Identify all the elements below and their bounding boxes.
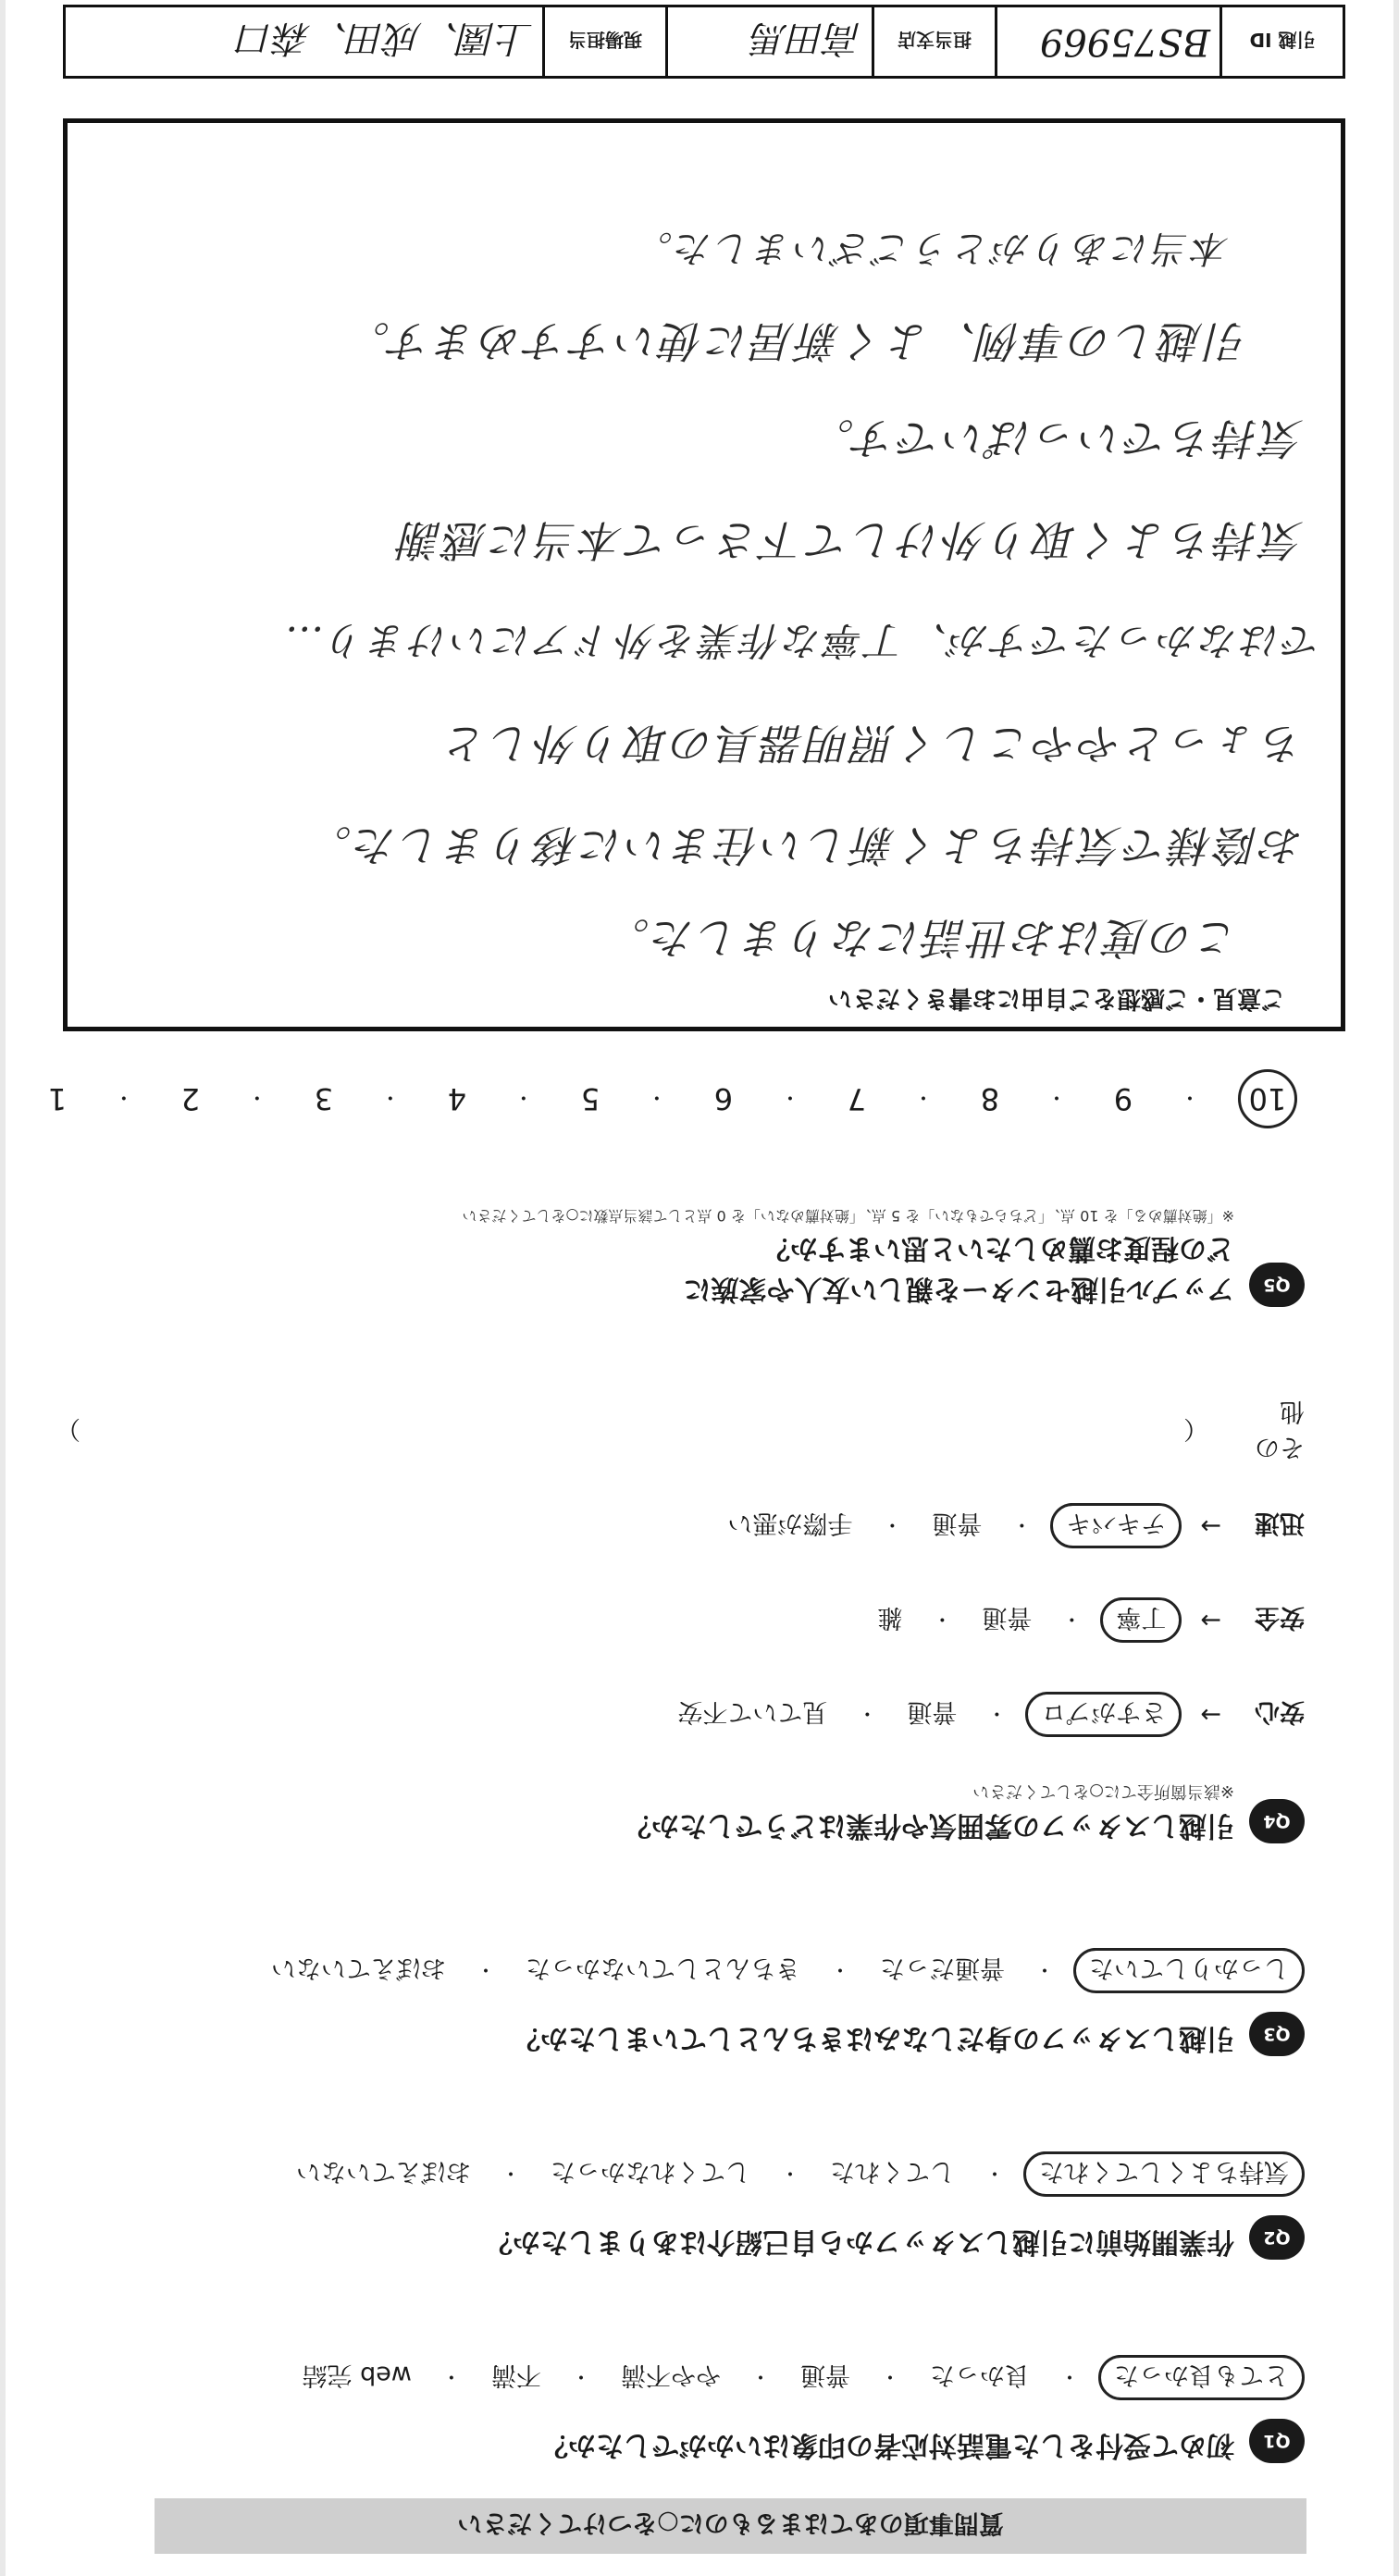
q4-badge: Q4 xyxy=(1249,1799,1305,1843)
separator: ・ xyxy=(779,2161,800,2184)
q1-badge: Q1 xyxy=(1249,2419,1305,2463)
separator: ・ xyxy=(749,2364,771,2387)
q2-option[interactable]: おぼえていない xyxy=(295,2157,471,2186)
q5-score[interactable]: 4 xyxy=(447,1081,467,1116)
arrow-icon: → xyxy=(1200,1700,1221,1730)
separator: ・ xyxy=(646,1085,667,1109)
q3-text: 引越しスタッフの身だしなみはきちんとしていましたか？ xyxy=(513,2022,1234,2054)
comments-box[interactable] xyxy=(63,118,1345,1031)
branch-label: 担当支店 xyxy=(873,6,997,78)
q4-option[interactable]: 普通 xyxy=(907,1697,958,1727)
q5-score[interactable]: 7 xyxy=(847,1081,867,1116)
q2-text: 作業開始前に引越しスタッフから自己紹介はありましたか？ xyxy=(485,2225,1234,2258)
q4-note: ※該当箇所全てに○をしてください xyxy=(972,1781,1234,1801)
q5-score[interactable]: 2 xyxy=(180,1081,201,1116)
scan-edge-right xyxy=(0,0,6,2576)
q1-options xyxy=(56,2355,1305,2400)
site-leader-value: 上園、成田、森口 xyxy=(65,6,544,78)
q4-option-selected[interactable]: テキパキ xyxy=(1050,1504,1182,1549)
staff-info-table xyxy=(63,5,1345,79)
q4-option[interactable]: 手際が悪い xyxy=(727,1509,853,1538)
comment-line: ちょっとややこしく照明器具の取り外しと xyxy=(442,719,1304,769)
q4-row-anzen xyxy=(56,1592,1305,1649)
q3-option[interactable]: おぼえていない xyxy=(270,1954,446,1982)
separator: ・ xyxy=(1046,1085,1067,1109)
q2-badge: Q2 xyxy=(1249,2215,1305,2260)
separator: ・ xyxy=(984,2161,1005,2184)
q4-option-selected[interactable]: さすがプロ xyxy=(1025,1693,1182,1738)
q1-text: 初めて受付をした電話対応者の印象はいかがでしたか？ xyxy=(540,2429,1234,2461)
q5-score[interactable]: 9 xyxy=(1113,1081,1133,1116)
separator: ・ xyxy=(379,1085,401,1109)
q4-option[interactable]: 見ていて不安 xyxy=(677,1697,828,1727)
arrow-icon: → xyxy=(1200,1606,1221,1635)
comments-title: ご意見・ご感想をご自由にお書きください xyxy=(827,984,1285,1012)
q5-score[interactable]: 3 xyxy=(314,1081,334,1116)
comment-line: お陰様で気持ちよく新しい住まいに移りました。 xyxy=(306,820,1304,870)
separator: ・ xyxy=(857,1701,878,1725)
q1-option[interactable]: 良かった xyxy=(929,2360,1030,2389)
q4-option[interactable]: 普通 xyxy=(982,1603,1033,1633)
q4-row-label: 安全 xyxy=(1255,1603,1305,1633)
q2-option[interactable]: してくれなかった xyxy=(550,2157,750,2186)
q4-other-label: その他 xyxy=(1255,1397,1305,1461)
separator: ・ xyxy=(513,1085,534,1109)
question-5 xyxy=(56,1206,1305,1309)
separator: ・ xyxy=(500,2161,521,2184)
q4-row-label: 迅速 xyxy=(1255,1509,1305,1538)
move-id-value: BS75969 xyxy=(997,6,1221,78)
q4-option[interactable]: 雑 xyxy=(877,1603,903,1633)
separator: ・ xyxy=(440,2364,462,2387)
q1-option[interactable]: 不満 xyxy=(490,2360,541,2389)
branch-value: 高田馬 xyxy=(667,6,873,78)
q3-option-selected[interactable]: しっかりしていた xyxy=(1073,1948,1305,1993)
comment-line: 本当にありがとうございました。 xyxy=(633,227,1230,269)
q5-text-line1: アップル引越センターを親しい友人や家族に xyxy=(683,1273,1234,1305)
q2-options xyxy=(56,2151,1305,2197)
scan-edge-left xyxy=(1393,0,1399,2576)
q2-option-selected[interactable]: 気持ちよくしてくれた xyxy=(1023,2151,1305,2197)
separator: ・ xyxy=(1061,1607,1083,1631)
q5-score[interactable]: 8 xyxy=(980,1081,1000,1116)
q5-note: ※「絶対薦める」を 10 点、「どちらでもない」を 5 点、「絶対薦めない」を 0 点として該当点数に○をしてください xyxy=(462,1207,1234,1225)
comment-line: ではなかったですが、丁寧な作業を外ドアにいけまり… xyxy=(282,618,1322,663)
separator: ・ xyxy=(1059,2364,1080,2387)
q1-option[interactable]: web 完結 xyxy=(302,2360,412,2389)
q4-row-other xyxy=(56,1397,1305,1461)
separator: ・ xyxy=(986,1701,1008,1725)
q4-row-anshin xyxy=(56,1686,1305,1744)
q4-row-label: 安心 xyxy=(1255,1697,1305,1727)
q5-score[interactable]: 5 xyxy=(580,1081,600,1116)
separator: ・ xyxy=(829,1957,850,1980)
q1-option-selected[interactable]: とても良かった xyxy=(1098,2355,1305,2400)
q5-score[interactable]: 6 xyxy=(713,1081,734,1116)
q5-badge: Q5 xyxy=(1249,1263,1305,1307)
separator: ・ xyxy=(882,1512,903,1536)
comment-line: 気持ちでいっぱいです。 xyxy=(809,413,1304,463)
q5-score-selected[interactable]: 10 xyxy=(1238,1069,1297,1128)
separator: ・ xyxy=(912,1085,934,1109)
q5-score[interactable]: 1 xyxy=(47,1081,68,1116)
comment-line: この度はお世話になりました。 xyxy=(604,913,1239,963)
move-id-label: 引越 ID xyxy=(1221,6,1344,78)
q1-option[interactable]: やや不満 xyxy=(620,2360,721,2389)
q3-option[interactable]: 普通だった xyxy=(879,1954,1005,1982)
separator: ・ xyxy=(1034,1957,1055,1980)
separator: ・ xyxy=(779,1085,800,1109)
separator: ・ xyxy=(1011,1512,1033,1536)
q4-option[interactable]: 普通 xyxy=(932,1509,983,1538)
q4-other-open: （ xyxy=(1183,1414,1209,1444)
separator: ・ xyxy=(246,1085,267,1109)
separator: ・ xyxy=(932,1607,953,1631)
comment-line: 気持ちよく取り外けして下さって本当に感謝 xyxy=(397,515,1304,565)
q2-option[interactable]: してくれた xyxy=(829,2157,955,2186)
q3-option[interactable]: きちんとしていなかった xyxy=(525,1954,800,1982)
instruction-banner xyxy=(155,2498,1306,2554)
separator: ・ xyxy=(1179,1085,1200,1109)
q4-other-close: ） xyxy=(56,1414,80,1444)
site-leader-label: 現場担当 xyxy=(544,6,667,78)
question-1 xyxy=(56,2355,1305,2465)
q4-row-jinsoku xyxy=(56,1498,1305,1555)
q1-option[interactable]: 普通 xyxy=(799,2360,850,2389)
q4-option-selected[interactable]: 丁寧 xyxy=(1100,1598,1182,1644)
arrow-icon: → xyxy=(1200,1511,1221,1541)
question-4 xyxy=(56,1397,1305,1845)
q3-options xyxy=(56,1948,1305,1993)
question-2 xyxy=(56,2151,1305,2262)
instruction-text: 質問事項のあてはまるものに○をつけてください xyxy=(457,2508,1004,2538)
question-3 xyxy=(56,1948,1305,2058)
separator: ・ xyxy=(879,2364,900,2387)
separator xyxy=(0,1085,1,1114)
q5-scale xyxy=(0,1069,1297,1128)
separator: ・ xyxy=(570,2364,591,2387)
separator: ・ xyxy=(113,1085,134,1109)
q4-rows xyxy=(56,1397,1305,1744)
q3-badge: Q3 xyxy=(1249,2012,1305,2056)
q5-text-line2: どの程度お薦めしたいと思いますか？ xyxy=(762,1232,1234,1264)
separator: ・ xyxy=(475,1957,496,1980)
q4-text: 引越しスタッフの雰囲気や作業はどうでしたか？ xyxy=(624,1809,1234,1842)
comment-line: 引越しの事例、よく新居に使いすすめます。 xyxy=(344,316,1248,366)
